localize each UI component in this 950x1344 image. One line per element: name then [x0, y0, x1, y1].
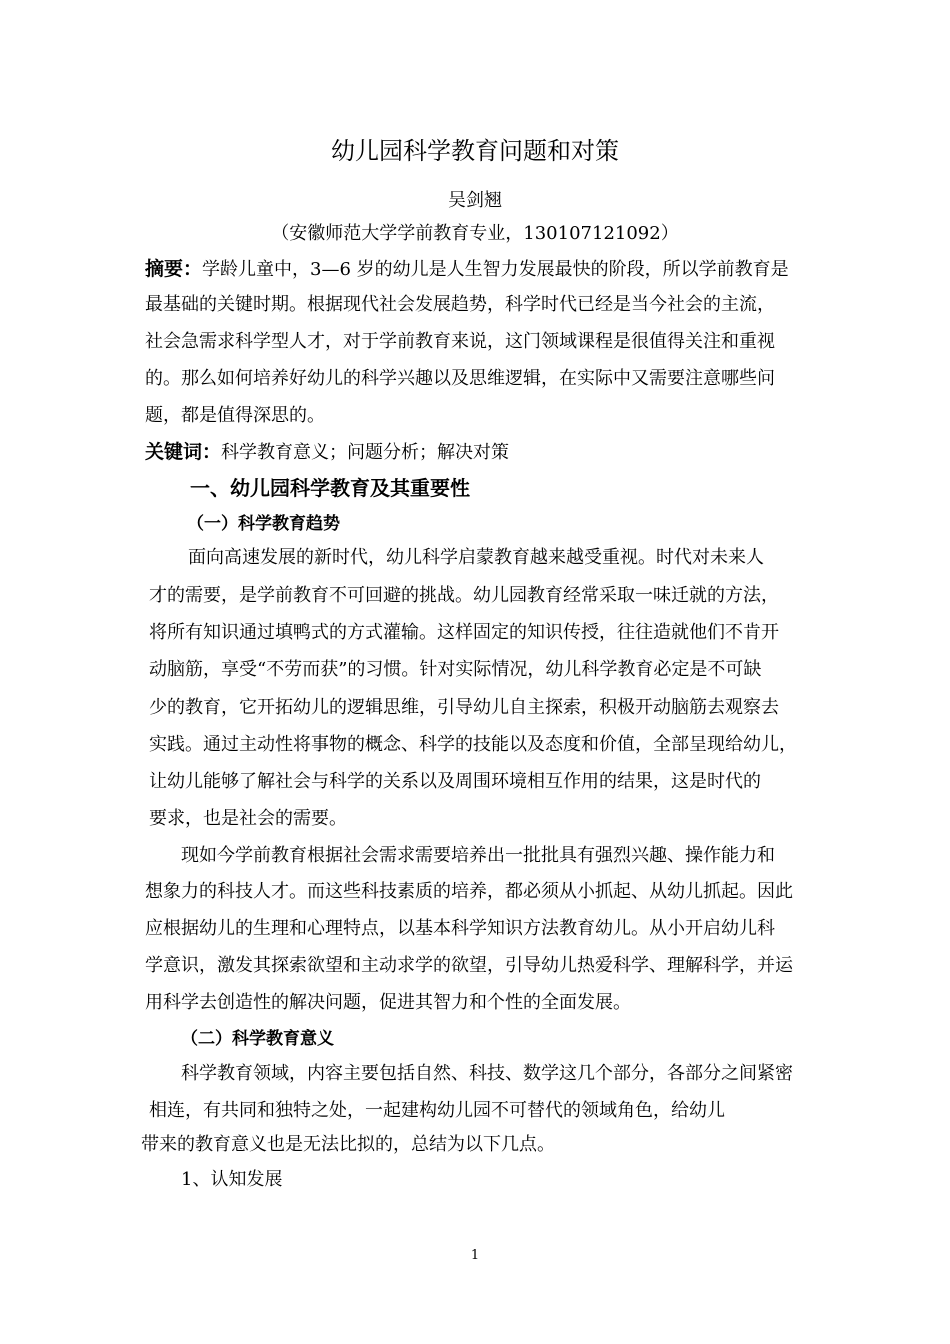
list-item: 1、认知发展: [181, 1169, 283, 1190]
paragraph-line: 少的教育，它开拓幼儿的逻辑思维，引导幼儿自主探索，积极开动脑筋去观察去: [149, 697, 779, 718]
paragraph-line: 让幼儿能够了解社会与科学的关系以及周围环境相互作用的结果，这是时代的: [149, 771, 761, 792]
paragraph-line: 实践。通过主动性将事物的概念、科学的技能以及态度和价值，全部呈现给幼儿，: [149, 734, 797, 755]
abstract-line: 最基础的关键时期。根据现代社会发展趋势，科学时代已经是当今社会的主流，: [145, 294, 775, 315]
paragraph-line: 应根据幼儿的生理和心理特点，以基本科学知识方法教育幼儿。从小开启幼儿科: [145, 918, 775, 939]
paragraph-line: 要求，也是社会的需要。: [149, 808, 347, 829]
paragraph-line: 用科学去创造性的解决问题，促进其智力和个性的全面发展。: [145, 992, 631, 1013]
subsection-heading: （二）科学教育意义: [181, 1029, 334, 1049]
author-affiliation: （安徽师范大学学前教育专业，130107121092）: [271, 223, 679, 244]
keywords-text: 科学教育意义；问题分析；解决对策: [221, 442, 510, 463]
paragraph-line: 动脑筋，享受“不劳而获”的习惯。针对实际情况，幼儿科学教育必定是不可缺: [149, 659, 762, 680]
section-heading: 一、幼儿园科学教育及其重要性: [190, 476, 470, 500]
author-name: 吴剑翘: [448, 190, 502, 211]
page-number: 1: [470, 1248, 480, 1263]
abstract-label: 摘要：: [145, 258, 203, 280]
abstract-line: 题，都是值得深思的。: [145, 405, 325, 426]
abstract-line: 社会急需求科学型人才，对于学前教育来说，这门领域课程是很值得关注和重视: [145, 331, 775, 352]
paragraph-line: 现如今学前教育根据社会需求需要培养出一批批具有强烈兴趣、操作能力和: [181, 845, 775, 866]
keywords-label: 关键词：: [145, 441, 222, 463]
paragraph-line: 面向高速发展的新时代，幼儿科学启蒙教育越来越受重视。时代对未来人: [188, 547, 764, 568]
paragraph-line: 科学教育领域，内容主要包括自然、科技、数学这几个部分，各部分之间紧密: [181, 1063, 793, 1084]
paragraph-line: 想象力的科技人才。而这些科技素质的培养，都必须从小抓起、从幼儿抓起。因此: [145, 881, 793, 902]
paragraph-line: 学意识，激发其探索欲望和主动求学的欲望，引导幼儿热爱科学、理解科学，并运: [145, 955, 793, 976]
document-title: 幼儿园科学教育问题和对策: [331, 137, 619, 165]
abstract-line: 学龄儿童中，3—6 岁的幼儿是人生智力发展最快的阶段，所以学前教育是: [202, 259, 789, 280]
paragraph-line: 带来的教育意义也是无法比拟的，总结为以下几点。: [141, 1134, 555, 1155]
paragraph-line: 相连，有共同和独特之处，一起建构幼儿园不可替代的领域角色，给幼儿: [149, 1100, 725, 1121]
abstract-first-line: [145, 257, 789, 282]
paragraph-line: 将所有知识通过填鸭式的方式灌输。这样固定的知识传授，往往造就他们不肯开: [149, 622, 779, 643]
paragraph-line: 才的需要，是学前教育不可回避的挑战。幼儿园教育经常采取一味迁就的方法，: [149, 585, 779, 606]
keywords-line: [145, 440, 509, 465]
abstract-line: 的。那么如何培养好幼儿的科学兴趣以及思维逻辑，在实际中又需要注意哪些问: [145, 368, 775, 389]
subsection-heading: （一）科学教育趋势: [187, 514, 340, 534]
